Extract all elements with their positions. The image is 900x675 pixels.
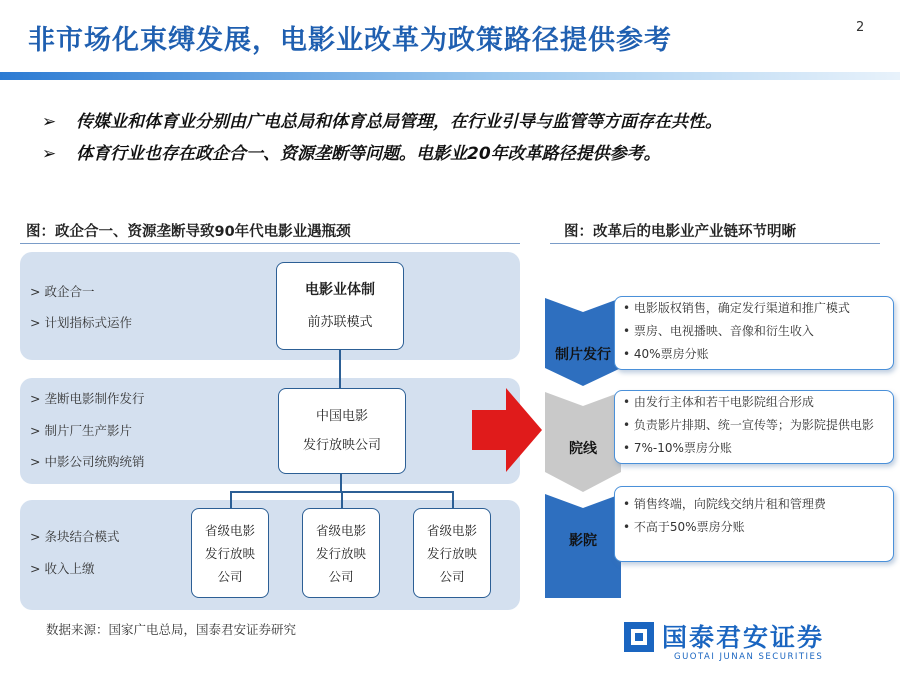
- box-line: 发行放映: [204, 546, 255, 561]
- stage-detail-box: [614, 296, 894, 370]
- left-caption-rule: [20, 243, 520, 244]
- right-figure-caption: 图：改革后的电影业产业链环节明晰: [564, 224, 796, 240]
- box-line: 省级电影: [204, 523, 255, 538]
- stage-chevron-production: [545, 298, 621, 386]
- panel-item: > 制片厂生产影片: [30, 423, 132, 438]
- bullet-text: 体育行业也存在政企合一、资源垄断等问题。电影业20年改革路径提供参考。: [76, 144, 661, 164]
- box-line: 省级电影: [315, 523, 366, 538]
- logo-subtitle: GUOTAI JUNAN SECURITIES: [674, 652, 824, 662]
- detail-item: • 票房、电视播映、音像和衍生收入: [623, 324, 814, 338]
- detail-item: • 负责影片排期、统一宣传等；为影院提供电影: [623, 418, 874, 432]
- connector-line: [452, 491, 454, 509]
- box-line: 公司: [439, 569, 465, 584]
- provincial-company-box: [413, 508, 491, 598]
- box-subtitle: 前苏联模式: [307, 315, 373, 330]
- page-number: 2: [856, 20, 865, 35]
- page-title: 非市场化束缚发展，电影业改革为政策路径提供参考: [28, 25, 672, 56]
- stage-label: 制片发行: [555, 347, 611, 363]
- stage-detail-box: [614, 390, 894, 464]
- box-line: 中国电影: [315, 409, 368, 424]
- box-line: 发行放映公司: [302, 438, 381, 453]
- box-line: 公司: [328, 569, 354, 584]
- connector-line: [339, 349, 341, 388]
- bullet-list: [42, 110, 862, 174]
- title-underline: [0, 72, 900, 80]
- gtja-logo: [614, 614, 884, 666]
- panel-item: > 计划指标式运作: [30, 315, 132, 330]
- bullet-text: 传媒业和体育业分别由广电总局和体育总局管理，在行业引导与监管等方面存在共性。: [76, 112, 722, 132]
- logo-name: 国泰君安证券: [662, 623, 825, 652]
- connector-line: [230, 491, 232, 509]
- detail-item: • 电影版权销售，确定发行渠道和推广模式: [623, 301, 850, 315]
- detail-item: • 不高于50%票房分账: [623, 520, 745, 534]
- detail-item: • 7%-10%票房分账: [623, 441, 732, 455]
- panel-item: > 中影公司统购统销: [30, 454, 145, 469]
- panel-item: > 收入上缴: [30, 561, 95, 576]
- data-source: 数据来源：国家广电总局，国泰君安证券研究: [46, 622, 297, 637]
- stage-label: 院线: [569, 441, 597, 457]
- box-line: 发行放映: [426, 546, 477, 561]
- bullet-item: [42, 110, 862, 134]
- panel-item: > 条块结合模式: [30, 529, 120, 544]
- connector-line: [340, 473, 342, 492]
- china-film-box: [278, 388, 406, 474]
- box-title: 电影业体制: [305, 282, 375, 298]
- panel-system: [20, 252, 520, 360]
- panel-item: > 政企合一: [30, 284, 95, 299]
- arrow-bullet-icon: ➢: [42, 112, 57, 132]
- red-right-arrow-icon: [472, 388, 542, 472]
- stage-label: 影院: [569, 533, 597, 549]
- detail-item: • 销售终端，向院线交纳片租和管理费: [623, 497, 826, 511]
- provincial-company-box: [191, 508, 269, 598]
- film-system-box: [276, 262, 404, 350]
- stage-detail-box: [614, 486, 894, 562]
- box-line: 发行放映: [315, 546, 366, 561]
- provincial-company-box: [302, 508, 380, 598]
- connector-line: [341, 491, 343, 509]
- gtja-logo-icon: [622, 620, 656, 654]
- arrow-bullet-icon: ➢: [42, 144, 57, 164]
- detail-item: • 由发行主体和若干电影院组合形成: [623, 395, 814, 409]
- detail-item: • 40%票房分账: [623, 347, 709, 361]
- left-figure-caption: 图：政企合一、资源垄断导致90年代电影业遇瓶颈: [26, 224, 351, 240]
- panel-item: > 垄断电影制作发行: [30, 391, 145, 406]
- right-caption-rule: [550, 243, 880, 244]
- box-line: 省级电影: [426, 523, 477, 538]
- bullet-item: [42, 142, 862, 166]
- box-line: 公司: [217, 569, 243, 584]
